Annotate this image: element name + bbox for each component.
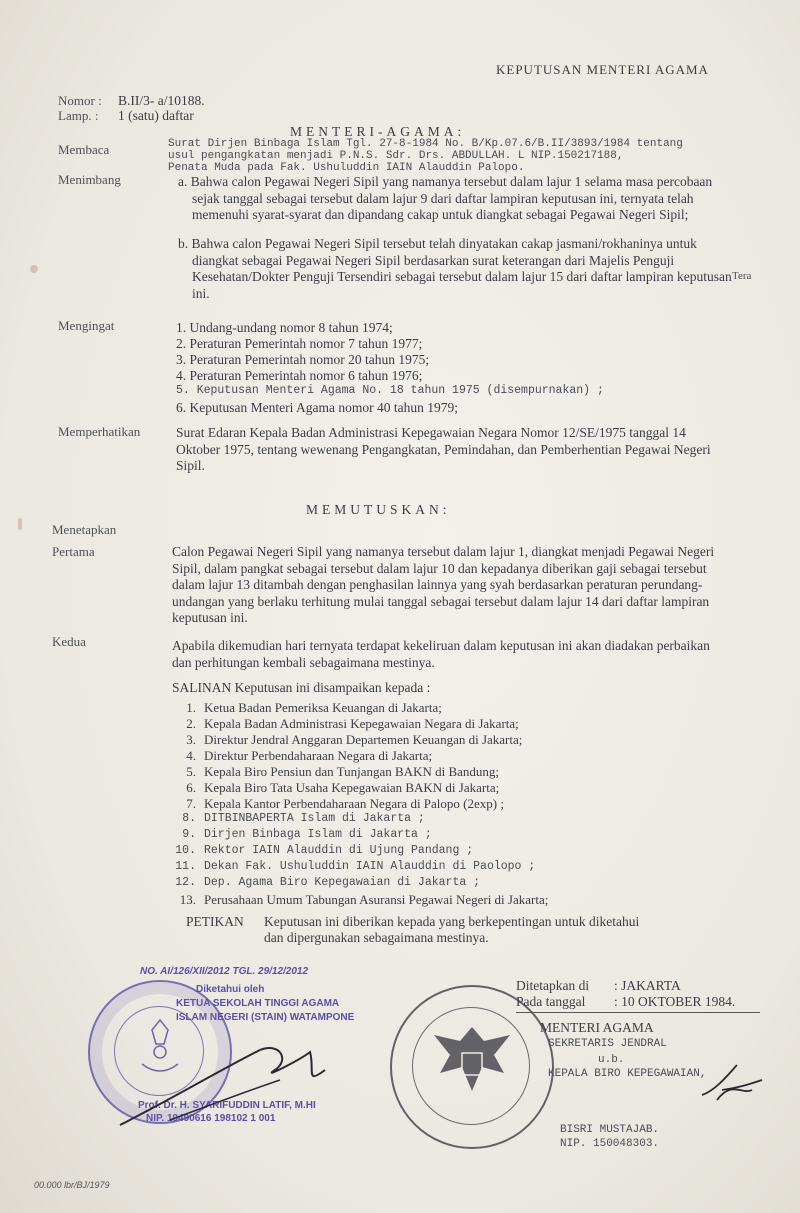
legalization-line-1: KETUA SEKOLAH TINGGI AGAMA (176, 998, 340, 1009)
salinan-item: 12. Dep. Agama Biro Kepegawaian di Jakarta ; (175, 876, 481, 889)
mengingat-item: 1. Undang-undang nomor 8 tahun 1974; (176, 320, 393, 335)
kedua-text: Apabila dikemudian hari ternyata terdapat kekeliruan dalam keputusan ini akan diadakan perbaikan dan perhitungan kembali sebagaimana mestinya. (172, 638, 710, 670)
salinan-item: 13. Perusahaan Umum Tabungan Asuransi Pegawai Negeri di Jakarta; (179, 892, 549, 907)
decision-heading: MEMUTUSKAN: (306, 502, 451, 517)
issuer-heading: MENTERI-AGAMA: (290, 124, 466, 139)
legalizer-signature (110, 1030, 340, 1150)
pertama-text: Calon Pegawai Negeri Sipil yang namanya tersebut dalam lajur 1, diangkat menjadi Pegawai Negeri Sipil, dalam pangkat sebagai tersebut dalam lajur 10 dan kepadanya diberikan gaji sebagai tersebut dalam lajur 13 ditambah dengan penghasilan lainnya yang syah berdasarkan peraturan perundang-undangan yang berlaku terhitung mulai tanggal sebagai tersebut dalam lajur 14 dari daftar lampiran keputusan ini. (172, 544, 715, 625)
lamp-value: 1 (satu) daftar (118, 108, 194, 123)
salinan-item: 4. Direktur Perbendaharaan Negara di Jakarta; (186, 748, 433, 763)
pertama-label: Pertama (52, 544, 95, 559)
membaca-line-3: Penata Muda pada Fak. Ushuluddin IAIN Alauddin Palopo. (168, 162, 525, 174)
salinan-item: 8. DITBINBAPERTA Islam di Jakarta ; (182, 812, 425, 825)
membaca-label: Membaca (58, 142, 110, 157)
signatory-nip: NIP. 150048303. (560, 1138, 660, 1150)
salinan-heading: SALINAN Keputusan ini disampaikan kepada : (172, 680, 431, 695)
kedua-label: Kedua (52, 634, 86, 649)
tanggal-value: : 10 OKTOBER 1984. (614, 994, 736, 1009)
membaca-line-2: usul pengangkatan menjadi P.N.S. Sdr. Drs. ABDULLAH. L NIP.150217188, (168, 150, 624, 162)
mengingat-item: 5. Keputusan Menteri Agama No. 18 tahun 1975 (disempurnakan) ; (176, 384, 604, 397)
signatory-line-4: KEPALA BIRO KEPEGAWAIAN, (548, 1068, 707, 1080)
mengingat-item: 3. Peraturan Pemerintah nomor 20 tahun 1975; (176, 352, 430, 367)
menimbang-a: a. Bahwa calon Pegawai Negeri Sipil yang namanya tersebut dalam lajur 1 selama masa percobaan sejak tanggal sebagai tersebut dalam lajur 9 dari daftar lampiran keputusan ini, ternyata telah memenuhi syarat-syarat dan dipandang cakap untuk diangkat sebagai Pegawai Negeri Sipil; (178, 174, 713, 222)
salinan-item: 1. Ketua Badan Pemeriksa Keuangan di Jakarta; (186, 700, 442, 715)
signatory-name: BISRI MUSTAJAB. (560, 1124, 660, 1136)
legalization-diketahui: Diketahui oleh (196, 984, 265, 995)
nomor-value: B.II/3- a/10188. (118, 93, 205, 108)
ditetapkan-value: : JAKARTA (614, 978, 681, 993)
salinan-item: 5. Kepala Biro Pensiun dan Tunjangan BAKN di Bandung; (186, 764, 500, 779)
salinan-item: 11. Dekan Fak. Ushuluddin IAIN Alauddin di Paolopo ; (175, 860, 536, 873)
ditetapkan-label: Ditetapkan di (516, 978, 590, 993)
signatory-title: MENTERI AGAMA (540, 1020, 654, 1035)
salinan-item: 7. Kepala Kantor Perbendaharaan Negara di Palopo (2exp) ; (186, 796, 504, 811)
footer-code: 00.000 lbr/BJ/1979 (34, 1180, 110, 1190)
memperhatikan-label: Memperhatikan (58, 424, 141, 439)
legalization-line-2: ISLAM NEGERI (STAIN) WATAMPONE (176, 1012, 355, 1023)
menimbang-label: Menimbang (58, 172, 121, 187)
menimbang-b: b. Bahwa calon Pegawai Negeri Sipil tersebut telah dinyatakan cakap jasmani/rokhaninya untuk diangkat sebagai Pegawai Negeri Sipil berdasarkan surat keterangan dari Majelis Penguji Kesehatan/Dokter Penguji Tersendiri sebagai tersebut dalam lajur 15 dari daftar lampiran keputusan ini. (178, 236, 732, 301)
mengingat-item: 4. Peraturan Pemerintah nomor 6 tahun 1976; (176, 368, 423, 383)
salinan-item: 10. Rektor IAIN Alauddin di Ujung Pandang ; (175, 844, 474, 857)
salinan-item: 2. Kepala Badan Administrasi Kepegawaian Negara di Jakarta; (186, 716, 519, 731)
paper-stain (18, 518, 22, 530)
mengingat-label: Mengingat (58, 318, 115, 333)
mengingat-item: 6. Keputusan Menteri Agama nomor 40 tahun 1979; (176, 400, 458, 415)
menetapkan-label: Menetapkan (52, 522, 117, 537)
garuda-emblem (392, 987, 552, 1147)
mengingat-item: 2. Peraturan Pemerintah nomor 7 tahun 1977; (176, 336, 423, 351)
date-divider (516, 1012, 760, 1013)
salinan-item: 9. Dirjen Binbaga Islam di Jakarta ; (182, 828, 432, 841)
margin-note: Tera (732, 270, 752, 282)
minister-signature (692, 1060, 772, 1110)
paper-stain (30, 265, 38, 273)
legalization-nip: NIP. 19490616 198102 1 001 (146, 1113, 276, 1124)
salinan-item: 6. Kepala Biro Tata Usaha Kepegawaian BAKN di Jakarta; (186, 780, 500, 795)
legalization-name: Prof. Dr. H. SYARIFUDDIN LATIF, M.HI (138, 1100, 316, 1111)
signatory-line-3: u.b. (598, 1054, 625, 1066)
petikan-line-2: dan dipergunakan sebagaimana mestinya. (264, 930, 489, 945)
memperhatikan-text: Surat Edaran Kepala Badan Administrasi Kepegawaian Negara Nomor 12/SE/1975 tanggal 14 Oktober 1975, tentang wewenang Pengangkatan, Pemindahan, dan Pemberhentian Pegawai Negeri Sipil. (176, 425, 711, 473)
decree-title: KEPUTUSAN MENTERI AGAMA (496, 62, 709, 77)
nomor-label: Nomor : (58, 93, 102, 108)
membaca-line-1: Surat Dirjen Binbaga Islam Tgl. 27-8-1984 No. B/Kp.07.6/B.II/3893/1984 tentang (168, 138, 683, 150)
petikan-label: PETIKAN (186, 914, 244, 929)
lamp-label: Lamp. : (58, 108, 99, 123)
salinan-item: 3. Direktur Jendral Anggaran Departemen Keuangan di Jakarta; (186, 732, 523, 747)
tanggal-label: Pada tanggal (516, 994, 586, 1009)
signatory-line-2: SEKRETARIS JENDRAL (548, 1038, 667, 1050)
petikan-line-1: Keputusan ini diberikan kepada yang berkepentingan untuk diketahui (264, 914, 640, 929)
legalization-number: NO. AI/126/XII/2012 TGL. 29/12/2012 (140, 966, 309, 977)
